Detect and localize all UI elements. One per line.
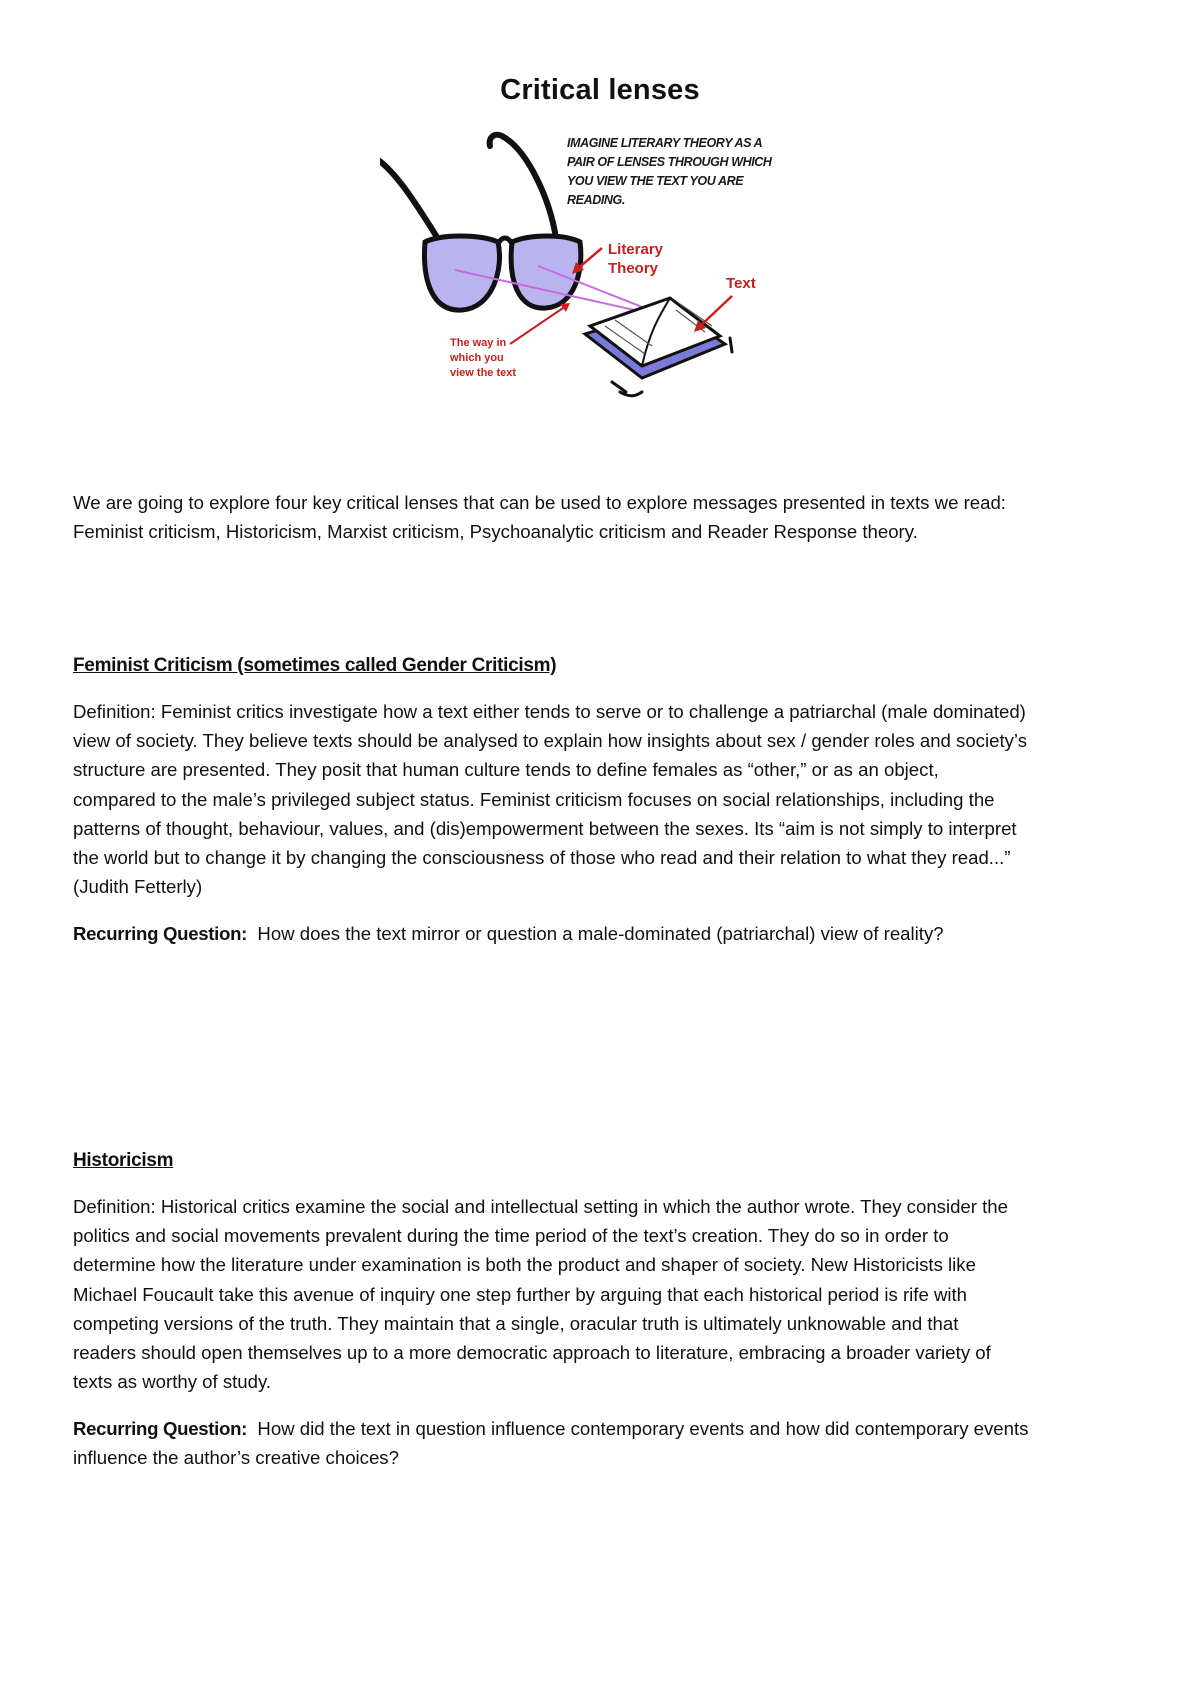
figure-caption-line-2: PAIR OF LENSES THROUGH WHICH xyxy=(567,155,772,169)
definition-line: competing versions of the truth. They maintain that a single, oracular truth is ultimately unknowable and that xyxy=(73,1312,959,1334)
definition-line: politics and social movements prevalent during the time period of the text’s creation. They do so in order to xyxy=(73,1225,949,1247)
figure-caption-line-3: YOU VIEW THE TEXT YOU ARE xyxy=(567,174,744,188)
question-line xyxy=(73,1414,1133,1443)
definition-line: compared to the male’s privileged subject status. Feminist criticism focuses on social relationships, including the xyxy=(73,788,995,810)
glasses-illustration xyxy=(380,130,820,430)
historicism-definition xyxy=(73,1192,1133,1396)
definition-line: the world but to change it by changing the consciousness of those who read and their relation to what they read...” xyxy=(73,847,1011,869)
glasses-left-arm xyxy=(380,154,440,242)
glasses-left-lens xyxy=(424,236,499,310)
page-title: Critical lenses xyxy=(500,74,700,106)
question-label: Recurring Question: xyxy=(73,923,248,944)
arrow-text xyxy=(698,296,732,328)
intro-line: We are going to explore four key critical lenses that can be used to explore messages presented in texts we read: xyxy=(73,492,1006,513)
historicism-recurring-question xyxy=(73,1414,1133,1472)
label-literary-theory-line-1: Literary xyxy=(608,241,664,258)
arrowhead-view xyxy=(560,303,570,312)
label-literary-theory-line-2: Theory xyxy=(608,260,659,277)
historicism-heading: Historicism xyxy=(73,1150,174,1171)
definition-line: Definition: Historical critics examine the social and intellectual setting in which the author wrote. They consider the xyxy=(73,1196,1008,1217)
definition-line: structure are presented. They posit that human culture tends to define females as “other,” or as an object, xyxy=(73,759,939,781)
question-text: How did the text in question influence contemporary events and how did contemporary events xyxy=(247,1418,1029,1439)
definition-line: determine how the literature under examination is both the product and shaper of society. New Historicists like xyxy=(73,1254,976,1276)
glasses-right-lens xyxy=(511,236,581,308)
question-text: How does the text mirror or question a male-dominated (patriarchal) view of reality? xyxy=(247,923,944,944)
definition-line: patterns of thought, behaviour, values, and (dis)empowerment between the sexes. Its “aim is not simply to interpret xyxy=(73,817,1017,839)
intro-line: Feminist criticism, Historicism, Marxist criticism, Psychoanalytic criticism and Reader Response theory. xyxy=(73,521,918,543)
definition-line: Michael Foucault take this avenue of inquiry one step further by arguing that each historical period is rife with xyxy=(73,1283,968,1305)
question-line: influence the author’s creative choices? xyxy=(73,1447,399,1469)
figure-caption-line-4: READING. xyxy=(567,193,625,207)
label-view-line-3: view the text xyxy=(450,367,517,379)
glasses-right-arm xyxy=(490,135,556,238)
feminist-definition xyxy=(73,697,1133,901)
question-line xyxy=(73,919,1133,948)
label-view-line-1: The way in xyxy=(450,337,507,349)
definition-line: Definition: Feminist critics investigate how a text either tends to serve or to challenge a patriarchal (male dominated) xyxy=(73,701,1026,722)
book-icon xyxy=(585,298,732,396)
definition-line: (Judith Fetterly) xyxy=(73,876,203,898)
intro-paragraph xyxy=(73,488,1133,546)
label-text: Text xyxy=(726,275,756,292)
definition-line: readers should open themselves up to a more democratic approach to literature, embracing a broader variety of xyxy=(73,1342,991,1364)
glasses-bridge xyxy=(498,238,512,244)
question-label: Recurring Question: xyxy=(73,1418,248,1439)
definition-line: view of society. They believe texts should be analysed to explain how insights about sex / gender roles and society’s xyxy=(73,730,1028,752)
definition-line: texts as worthy of study. xyxy=(73,1371,272,1393)
feminist-recurring-question xyxy=(73,919,1133,948)
figure-caption-line-1: IMAGINE LITERARY THEORY AS A xyxy=(567,136,763,150)
feminist-heading: Feminist Criticism (sometimes called Gender Criticism) xyxy=(73,655,557,676)
arrow-view xyxy=(510,306,566,344)
label-view-line-2: which you xyxy=(450,352,504,364)
